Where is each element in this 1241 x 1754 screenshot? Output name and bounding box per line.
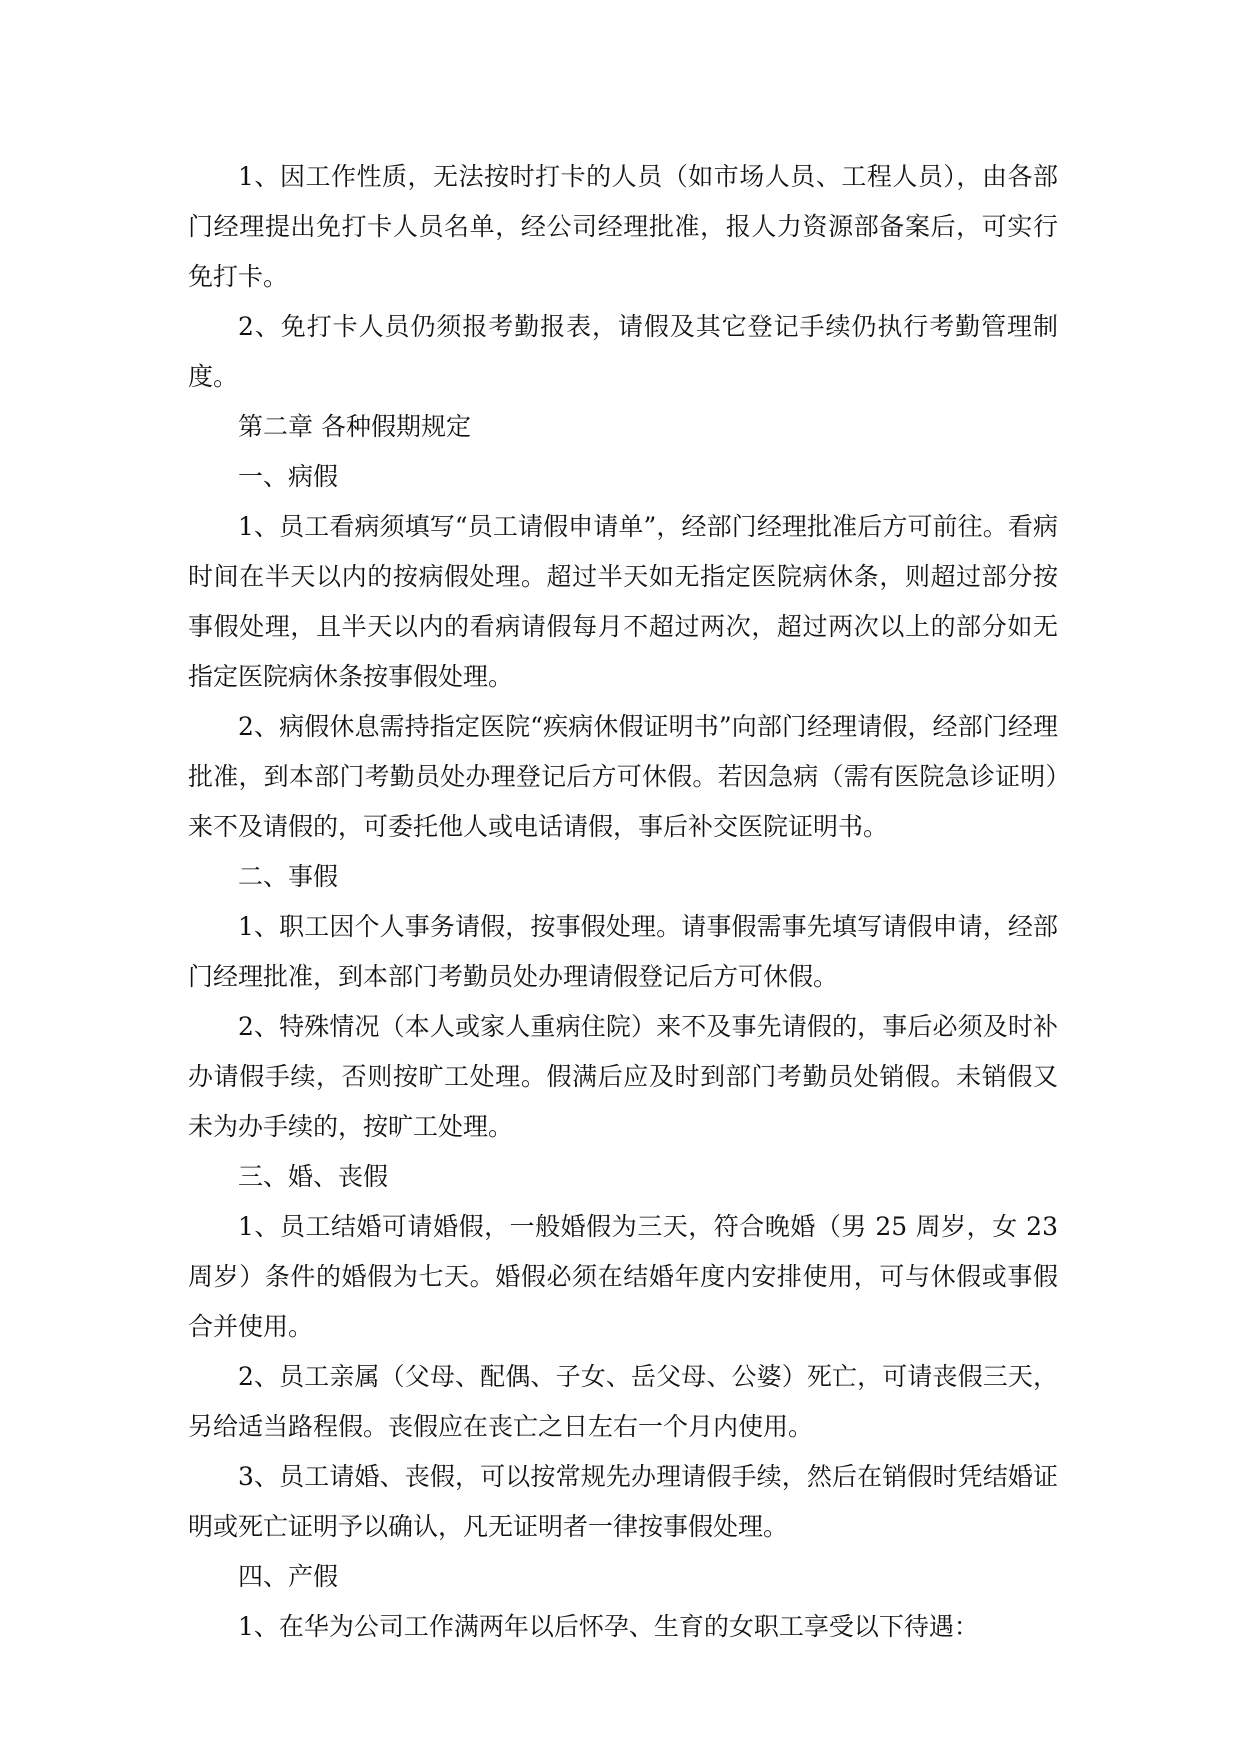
paragraph-sick-leave-1: 1、员工看病须填写“员工请假申请单”，经部门经理批准后方可前往。看病时间在半天以内的按病假处理。超过半天如无指定医院病休条，则超过部分按事假处理，且半天以内的看病请假每月不超过两次，超过两次以上的部分如无指定医院病休条按事假处理。 <box>188 512 1058 691</box>
document-body <box>188 152 1058 1652</box>
section-heading-personal-leave: 二、事假 <box>238 862 339 891</box>
section-heading-marriage-funeral-leave: 三、婚、丧假 <box>238 1162 389 1191</box>
paragraph-marriage-leave-1: 1、员工结婚可请婚假，一般婚假为三天，符合晚婚（男 25 周岁，女 23 周岁）条件的婚假为七天。婚假必须在结婚年度内安排使用，可与休假或事假合并使用。 <box>188 1212 1058 1341</box>
paragraph-funeral-leave-2: 2、员工亲属（父母、配偶、子女、岳父母、公婆）死亡，可请丧假三天，另给适当路程假。丧假应在丧亡之日左右一个月内使用。 <box>188 1362 1058 1441</box>
section-heading-maternity-leave: 四、产假 <box>238 1562 339 1591</box>
paragraph-sick-leave-2: 2、病假休息需持指定医院“疾病休假证明书”向部门经理请假，经部门经理批准，到本部门考勤员处办理登记后方可休假。若因急病（需有医院急诊证明）来不及请假的，可委托他人或电话请假，事后补交医院证明书。 <box>188 712 1058 841</box>
paragraph-exempt-clockin-1: 1、因工作性质，无法按时打卡的人员（如市场人员、工程人员），由各部门经理提出免打卡人员名单，经公司经理批准，报人力资源部备案后，可实行免打卡。 <box>188 162 1058 291</box>
paragraph-marriage-funeral-leave-3: 3、员工请婚、丧假，可以按常规先办理请假手续，然后在销假时凭结婚证明或死亡证明予以确认，凡无证明者一律按事假处理。 <box>188 1462 1058 1541</box>
section-heading-sick-leave: 一、病假 <box>238 462 339 491</box>
paragraph-maternity-leave-1: 1、在华为公司工作满两年以后怀孕、生育的女职工享受以下待遇： <box>238 1612 979 1641</box>
paragraph-personal-leave-2: 2、特殊情况（本人或家人重病住院）来不及事先请假的，事后必须及时补办请假手续，否则按旷工处理。假满后应及时到部门考勤员处销假。未销假又未为办手续的，按旷工处理。 <box>188 1012 1058 1141</box>
paragraph-personal-leave-1: 1、职工因个人事务请假，按事假处理。请事假需事先填写请假申请，经部门经理批准，到本部门考勤员处办理请假登记后方可休假。 <box>188 912 1058 991</box>
chapter-heading-leave-rules: 第二章 各种假期规定 <box>238 412 471 441</box>
paragraph-exempt-clockin-2: 2、免打卡人员仍须报考勤报表，请假及其它登记手续仍执行考勤管理制度。 <box>188 312 1058 391</box>
